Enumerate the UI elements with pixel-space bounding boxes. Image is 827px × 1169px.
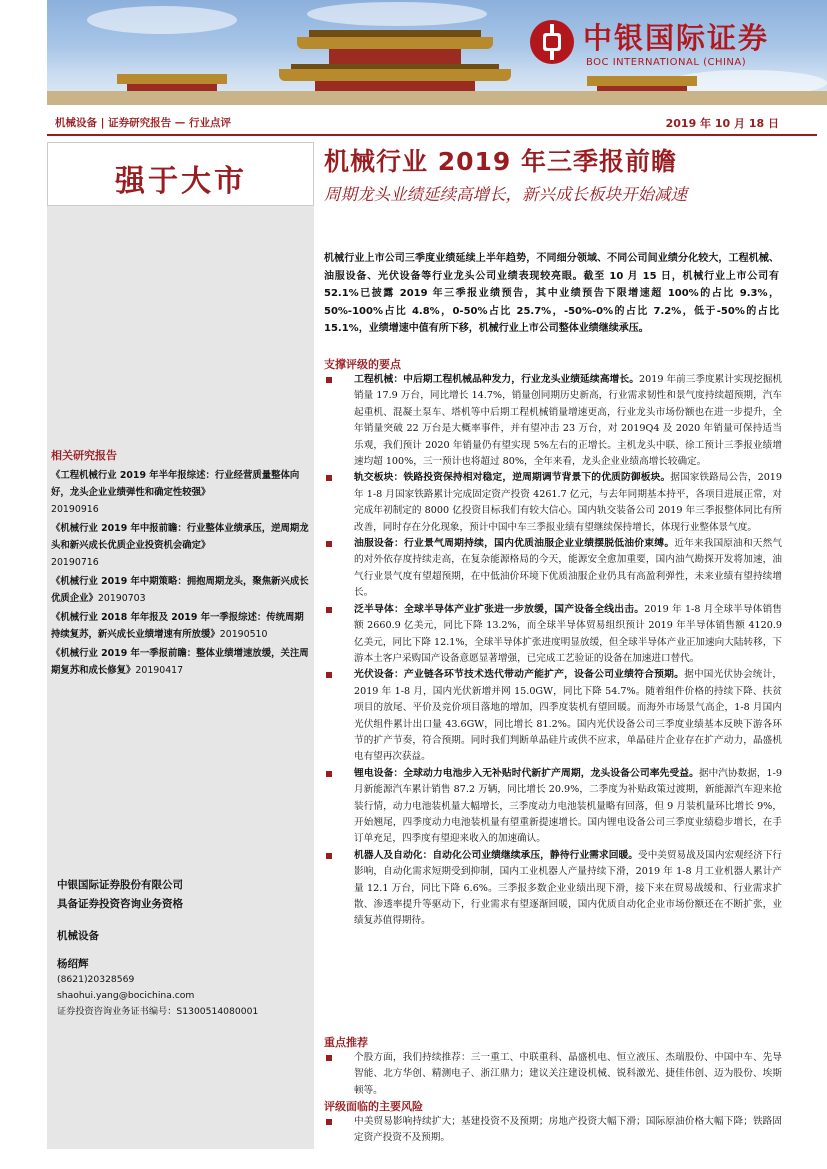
page-title: 机械行业 2019 年三季报前瞻 bbox=[324, 147, 677, 176]
recommend-block bbox=[324, 1050, 782, 1099]
risk-section-title: 评级面临的主要风险 bbox=[324, 1100, 423, 1113]
risk-text: 中美贸易影响持续扩大；基建投资不及预期；房地产投资大幅下滑；国际原油价格大幅下降；铁路固定资产投资不及预期。 bbox=[324, 1114, 782, 1147]
report-date: 2019 年 10 月 18 日 bbox=[665, 117, 779, 130]
report-header bbox=[47, 111, 827, 133]
related-report-item[interactable]: 《机械行业 2018 年年报及 2019 年一季报综述：传统周期持续复苏，新兴成长业绩增速有所放缓》20190510 bbox=[51, 612, 304, 640]
related-report-item[interactable]: 《机械行业 2019 年中报前瞻：行业整体业绩承压，逆周期龙头和新兴成长优质企业投资机会确定》 20190716 bbox=[51, 523, 309, 568]
analyst-phone: (8621)20328569 bbox=[57, 974, 135, 985]
sector-label: 机械设备 bbox=[57, 930, 99, 942]
analyst-name: 杨绍辉 bbox=[57, 958, 89, 970]
analyst-email[interactable]: shaohui.yang@bocichina.com bbox=[57, 990, 195, 1001]
cloud-shape bbox=[307, 2, 487, 26]
point-construction-machinery: 工程机械：中后期工程机械品种发力，行业龙头业绩延续高增长。2019 年前三季度累计实现挖掘机销量 17.9 万台，同比增长 14.7%，销量创同期历史新高，行业需求韧性和景气度持续超预期，汽车起重机、混凝土泵车、塔机等中后期工程机械销量增速更高，行业龙头市场份额也在进一步提升，全年销量突破 22 万台是大概率事件，并有望冲击 23 万台，对 2019Q4 及 2020 年销量可保持适当乐观，我们预计 2020 年销量仍有望实现 5%左右的正增长。主机龙头中联、徐工预计三季报业绩增速均超 100%，三一预计也将超过 80%，全年来看，龙头企业业绩高增长较确定。 bbox=[324, 372, 782, 470]
boc-logo-icon bbox=[530, 20, 574, 64]
brand-name-cn: 中银国际证券 bbox=[583, 21, 770, 55]
related-report-item[interactable]: 《工程机械行业 2019 年半年报综述：行业经营质量整体向好，龙头企业业绩弹性和确定性较强》 20190916 bbox=[51, 470, 300, 515]
cloud-shape bbox=[87, 6, 237, 34]
summary-paragraph: 机械行业上市公司三季度业绩延续上半年趋势，不同细分领域、不同公司间业绩分化较大，工程机械、油服设备、光伏设备等行业龙头公司业绩表现较亮眼。截至 10 月 15 日，机械行业上市公司有 52.1%已披露 2019 年三季报业绩预告，其中业绩预告下限增速超 100%的占比 9.3%，50%-100%占比 4.8%，0-50%占比 25.7%，-50%-0%的占比 7.2%，低于-50%的占比 15.1%，业绩增速中值有所下移，机械行业上市公司整体业绩继续承压。 bbox=[324, 253, 779, 335]
point-oilfield-services: 油服设备：行业景气周期持续，国内优质油服企业业绩摆脱低油价束缚。近年来我国原油和天然气的对外依存度持续走高，在复杂能源格局的今天，能源安全愈加重要，国内油气勘探开发将加速，油气行业景气度有望超预期，在中低油价环境下优质油服企业仍具有高盈利弹性，未来业绩有望持续增长。 bbox=[324, 536, 782, 602]
related-report-item[interactable]: 《机械行业 2019 年一季报前瞻：整体业绩增速放缓，关注周期复苏和成长修复》20190417 bbox=[51, 648, 309, 676]
support-section-title: 支撑评级的要点 bbox=[324, 358, 401, 371]
point-lithium-battery: 锂电设备：全球动力电池步入无补贴时代新扩产周期，龙头设备公司率先受益。据中汽协数据，1-9 月新能源汽车累计销售 87.2 万辆，同比增长 20.9%，二季度为补贴政策过渡期，新能源汽车迎来抢装行情，动力电池装机量大幅增长，三季度动力电池装机量略有回落，但 9 月装机量环比增长 9%，开始翘尾，四季度动力电池装机量有望重新提速增长。国内锂电设备公司三季度业绩稳步增长，在手订单充足，四季度有望迎来收入的加速确认。 bbox=[324, 766, 782, 848]
recommend-text: 个股方面，我们持续推荐：三一重工、中联重科、晶盛机电、恒立液压、杰瑞股份、中国中车、先导智能、北方华创、精测电子、浙江鼎力；建议关注建设机械、锐科激光、捷佳伟创、迈为股份、埃斯顿等。 bbox=[324, 1050, 782, 1099]
point-rail-transit: 轨交板块：铁路投资保持相对稳定，逆周期调节背景下的优质防御板块。据国家铁路局公告，2019 年 1-8 月国家铁路累计完成固定资产投资 4261.7 亿元，与去年同期基本持平，各项目进展正常，对完成年初制定的 8000 亿投资目标我们有较大信心。国内轨交装备公司 2019 年三季报整体同比有所改善，同时存在分化现象，预计中国中车三季报业绩有望继续保持增长，体现行业整体景气度。 bbox=[324, 470, 782, 536]
rating-label: 强于大市 bbox=[115, 164, 247, 199]
recommend-section-title: 重点推荐 bbox=[324, 1036, 368, 1049]
company-info: 中银国际证券股份有限公司 具备证券投资咨询业务资格 bbox=[57, 879, 183, 910]
page-subtitle: 周期龙头业绩延续高增长，新兴成长板块开始减速 bbox=[324, 185, 687, 204]
report-category: 机械设备 | 证券研究报告 — 行业点评 bbox=[55, 117, 231, 129]
analyst-info bbox=[57, 956, 258, 1020]
related-reports-title: 相关研究报告 bbox=[51, 449, 117, 462]
point-robotics-automation: 机器人及自动化：自动化公司业绩继续承压，静待行业需求回暖。受中美贸易战及国内宏观经济下行影响，自动化需求短期受到抑制，国内工业机器人产量持续下滑，2019 年 1-8 月工业机器人累计产量 12.1 万台，同比下降 6.6%。三季报多数企业业绩出现下滑，接下来在贸易战缓和、行业需求扩散、渗透率提升等驱动下，行业需求有望逐渐回暖，国内优质自动化企业市场份额还在不断扩张，业绩复苏值得期待。 bbox=[324, 848, 782, 930]
risk-block bbox=[324, 1114, 782, 1147]
header-banner bbox=[47, 0, 827, 105]
related-reports-list bbox=[51, 467, 313, 681]
related-report-item[interactable]: 《机械行业 2019 年中期策略：拥抱周期龙头，聚焦新兴成长优质企业》20190703 bbox=[51, 576, 309, 604]
sidebar bbox=[47, 142, 314, 1149]
analyst-cert: 证券投资咨询业务证书编号：S1300514080001 bbox=[57, 1006, 259, 1017]
point-photovoltaic: 光伏设备：产业链各环节技术迭代带动产能扩产，设备公司业绩符合预期。据中国光伏协会统计，2019 年 1-8 月，国内光伏新增并网 15.0GW，同比下降 54.7%。随着组件价格的持续下降、扶贫项目的放尾、平价及竞价项目落地的增加，四季度装机有望回暖。而海外市场景气高企，1-8 月国内光伏组件累计出口量 43.6GW，同比增长 81.2%。国内光伏设备公司三季度业绩基本反映下游各环节的扩产节奏，符合预期。同时我们判断单晶硅片或供不应求，单晶硅片企业存在扩产动力，晶盛机电有望再次获益。 bbox=[324, 667, 782, 765]
main-content bbox=[324, 142, 779, 206]
header-divider bbox=[47, 134, 817, 136]
rating-box bbox=[47, 142, 314, 206]
point-semiconductor: 泛半导体：全球半导体产业扩张进一步放缓，国产设备全线出击。2019 年 1-8 月全球半导体销售额 2660.9 亿美元，同比下降 13.2%，而全球半导体贸易组织预计 2019 年半导体销售额 4120.9 亿美元，同比下降 12.1%，全球半导体扩张进度明显放缓，但全球半导体产业正加速向大陆转移，下游本土客户采购国产设备意愿显著增强，已完成工艺验证的设备在加速进口替代。 bbox=[324, 602, 782, 668]
brand-name-en: BOC INTERNATIONAL (CHINA) bbox=[586, 57, 747, 68]
support-points bbox=[324, 372, 782, 930]
